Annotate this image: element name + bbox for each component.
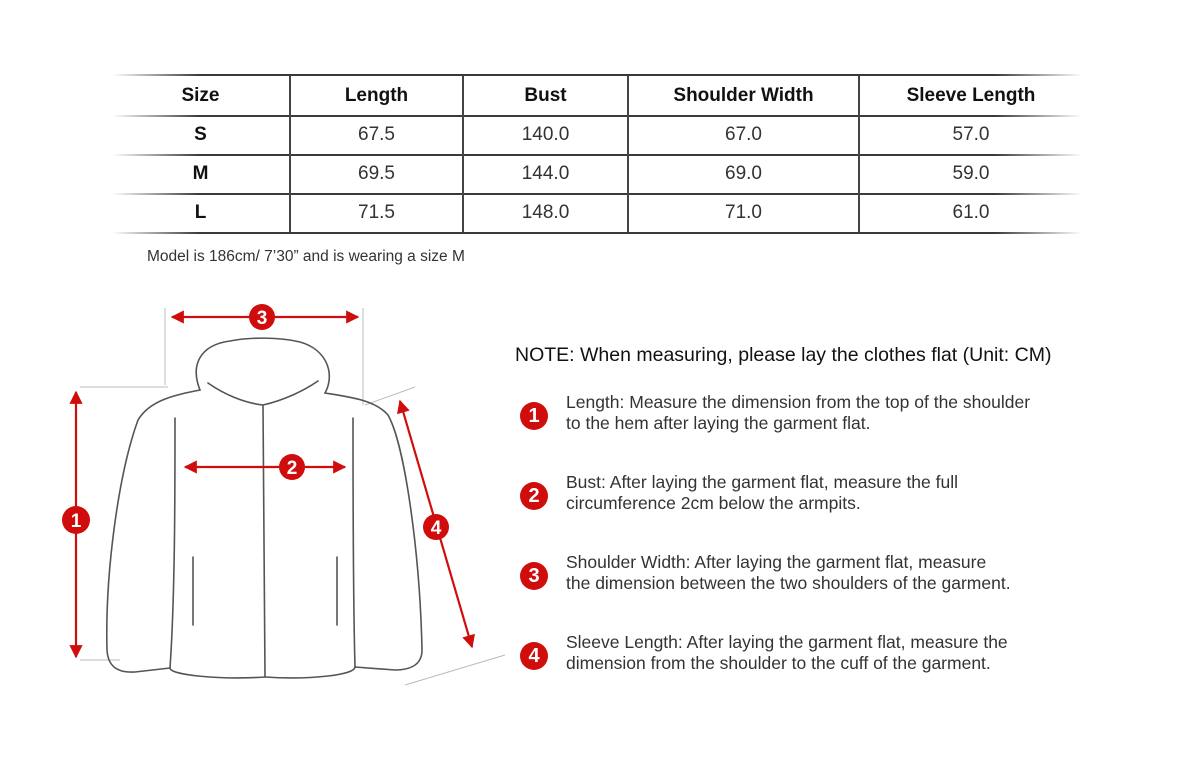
size-cell: M [112,154,291,193]
svg-text:1: 1 [70,511,82,532]
model-note: Model is 186cm/ 7’30” and is wearing a size M [147,248,465,265]
size-table [112,76,1082,232]
marker-2 [279,454,305,480]
number-3-icon: 3 [520,562,548,590]
marker-4 [423,514,449,540]
length-cell: 69.5 [291,154,464,193]
svg-text:2: 2 [286,458,298,479]
marker-1 [62,506,90,534]
shoulder-cell: 67.0 [629,115,860,154]
table-header-row [112,76,1082,115]
table-row [112,115,1082,154]
guide-lines [80,308,505,685]
note-title: NOTE: When measuring, please lay the clothes flat (Unit: CM) [515,344,1052,366]
shoulder-cell: 69.0 [629,154,860,193]
size-cell: L [112,193,291,232]
instruction-text: Bust: After laying the garment flat, measure the full circumference 2cm below the armpits. [566,472,959,513]
length-cell: 67.5 [291,115,464,154]
table-row [112,193,1082,232]
instruction-text: Sleeve Length: After laying the garment flat, measure the dimension from the shoulder to the cuff of the garment. [566,632,1008,673]
bust-cell: 148.0 [464,193,629,232]
size-cell: S [112,115,291,154]
header-bust: Bust [464,76,629,115]
number-4-icon: 4 [520,642,548,670]
header-shoulder-width: Shoulder Width [629,76,860,115]
sleeve-cell: 59.0 [952,162,990,184]
jacket-outline [107,338,422,678]
header-length: Length [291,76,464,115]
header-sleeve-length: Sleeve Length [906,84,1036,106]
instruction-text: Shoulder Width: After laying the garment flat, measure the dimension between the two shoulders of the garment. [566,552,1011,593]
marker-3 [249,304,275,330]
length-cell: 71.5 [291,193,464,232]
measurement-arrows [76,317,472,657]
sleeve-cell: 61.0 [952,201,990,223]
sleeve-cell: 57.0 [952,123,990,145]
svg-text:3: 3 [256,308,268,329]
header-size: Size [112,76,291,115]
number-1-icon: 1 [520,402,548,430]
instruction-text: Length: Measure the dimension from the top of the shoulder to the hem after laying the garment flat. [566,392,1031,433]
number-2-icon: 2 [520,482,548,510]
bust-cell: 144.0 [464,154,629,193]
jacket-measurement-diagram [50,295,510,705]
bust-cell: 140.0 [464,115,629,154]
shoulder-cell: 71.0 [629,193,860,232]
table-row [112,154,1082,193]
svg-text:4: 4 [430,518,442,539]
